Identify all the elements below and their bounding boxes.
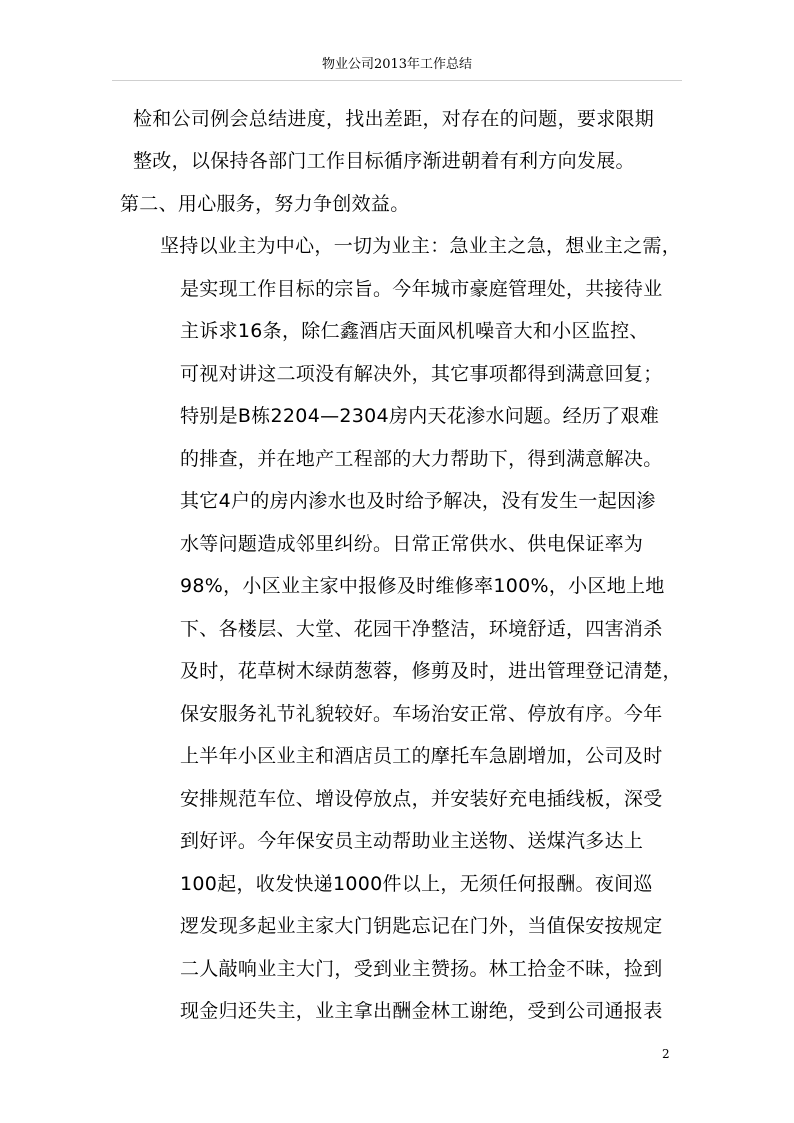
- body-line: 现金归还失主，业主拿出酬金林工谢绝，受到公司通报表: [180, 1000, 663, 1022]
- body-line: 可视对讲这二项没有解决外，其它事项都得到满意回复；: [180, 363, 663, 385]
- body-line: 下、各楼层、大堂、花园干净整洁，环境舒适，四害消杀: [180, 618, 663, 640]
- page-header: 物业公司2013年工作总结: [321, 57, 473, 72]
- body-line: 到好评。今年保安员主动帮助业主送物、送煤汽多达上: [180, 830, 644, 852]
- body-line: 坚持以业主为中心，一切为业主：急业主之急，想业主之需，: [160, 235, 682, 257]
- page-number: 2: [662, 1047, 670, 1061]
- section-heading: 第二、用心服务，努力争创效益。: [120, 193, 410, 215]
- body-line: 100起，收发快递1000件以上，无须任何报酬。夜间巡: [180, 873, 653, 895]
- body-line: 主诉求16条，除仁鑫酒店天面风机噪音大和小区监控、: [180, 320, 649, 342]
- body-line: 特别是B栋2204—2304房内天花渗水问题。经历了艰难: [180, 405, 660, 427]
- body-line: 其它4户的房内渗水也及时给予解决，没有发生一起因渗: [180, 490, 656, 512]
- header-divider: [112, 80, 682, 81]
- body-line: 及时，花草树木绿荫葱蓉，修剪及时，进出管理登记清楚，: [180, 660, 682, 682]
- body-line: 的排查，并在地产工程部的大力帮助下，得到满意解决。: [180, 448, 663, 470]
- body-line: 逻发现多起业主家大门钥匙忘记在门外，当值保安按规定: [180, 915, 663, 937]
- body-line: 水等问题造成邻里纠纷。日常正常供水、供电保证率为: [180, 533, 644, 555]
- body-line: 二人敲响业主大门，受到业主赞扬。林工拾金不昧，捡到: [180, 958, 663, 980]
- body-line: 整改，以保持各部门工作目标循序渐进朝着有利方向发展。: [133, 150, 635, 172]
- body-line: 安排规范车位、增设停放点，并安装好充电插线板，深受: [180, 788, 663, 810]
- body-line: 检和公司例会总结进度，找出差距，对存在的问题，要求限期: [133, 108, 655, 130]
- body-line: 98%，小区业主家中报修及时维修率100%，小区地上地: [180, 575, 665, 597]
- body-line: 是实现工作目标的宗旨。今年城市豪庭管理处，共接待业: [180, 278, 663, 300]
- body-line: 上半年小区业主和酒店员工的摩托车急剧增加，公司及时: [180, 745, 663, 767]
- body-line: 保安服务礼节礼貌较好。车场治安正常、停放有序。今年: [180, 703, 663, 725]
